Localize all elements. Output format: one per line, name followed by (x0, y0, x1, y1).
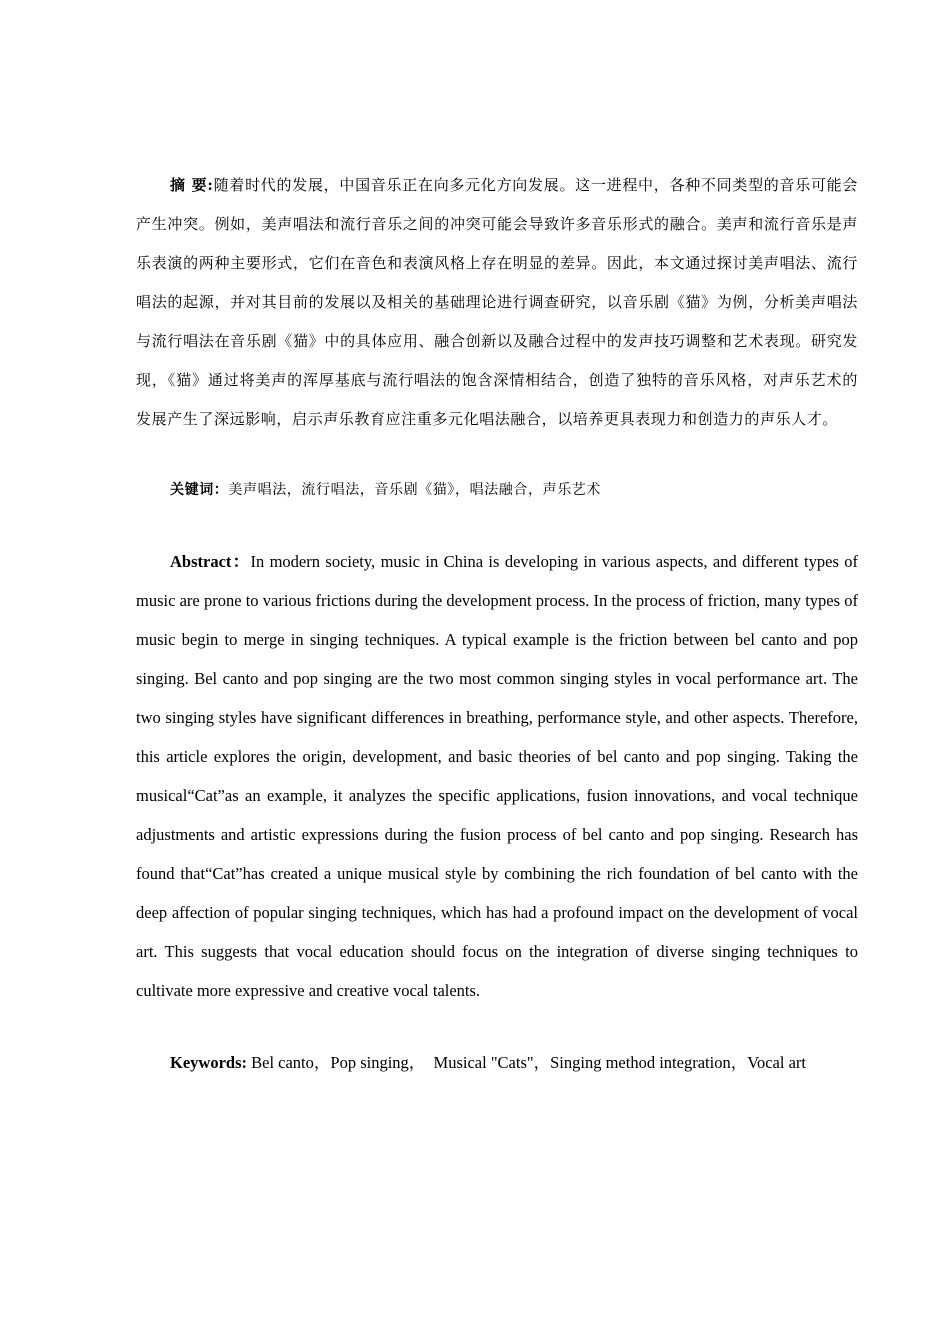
chinese-keywords-label: 关键词： (170, 482, 229, 498)
chinese-keywords-text: 美声唱法，流行唱法，音乐剧《猫》，唱法融合，声乐艺术 (228, 482, 602, 498)
english-keywords (136, 1043, 858, 1082)
chinese-keywords (136, 471, 858, 510)
chinese-abstract-label: 摘 要: (170, 176, 214, 194)
paper-page (136, 166, 858, 1082)
chinese-abstract (136, 166, 858, 439)
english-abstract-label: Abstract： (170, 552, 251, 571)
english-keywords-text: Bel canto，Pop singing， Musical "Cats"，Singing method integration，Vocal art (247, 1053, 806, 1072)
english-keywords-label: Keywords: (170, 1053, 247, 1072)
english-abstract-text: In modern society, music in China is developing in various aspects, and different types of music are prone to various frictions during the development process. In the process of friction, many types of music begin to merge in singing techniques. A typical example is the friction between bel canto and pop singing. Bel canto and pop singing are the two most common singing styles in vocal performance art. The two singing styles have significant differences in breathing, performance style, and other aspects. Therefore, this article explores the origin, development, and basic theories of bel canto and pop singing. Taking the musical“Cat”as an example, it analyzes the specific applications, fusion innovations, and vocal technique adjustments and artistic expressions during the fusion process of bel canto and pop singing. Research has found that“Cat”has created a unique musical style by combining the rich foundation of bel canto with the deep affection of popular singing techniques, which has had a profound impact on the development of vocal art. This suggests that vocal education should focus on the integration of diverse singing techniques to cultivate more expressive and creative vocal talents. (136, 552, 858, 1000)
chinese-abstract-text: 随着时代的发展，中国音乐正在向多元化方向发展。这一进程中，各种不同类型的音乐可能会产生冲突。例如，美声唱法和流行音乐之间的冲突可能会导致许多音乐形式的融合。美声和流行音乐是声乐表演的两种主要形式，它们在音色和表演风格上存在明显的差异。因此，本文通过探讨美声唱法、流行唱法的起源，并对其目前的发展以及相关的基础理论进行调查研究，以音乐剧《猫》为例，分析美声唱法与流行唱法在音乐剧《猫》中的具体应用、融合创新以及融合过程中的发声技巧调整和艺术表现。研究发现，《猫》通过将美声的浑厚基底与流行唱法的饱含深情相结合，创造了独特的音乐风格，对声乐艺术的发展产生了深远影响，启示声乐教育应注重多元化唱法融合，以培养更具表现力和创造力的声乐人才。 (136, 176, 858, 428)
english-abstract (136, 542, 858, 1010)
